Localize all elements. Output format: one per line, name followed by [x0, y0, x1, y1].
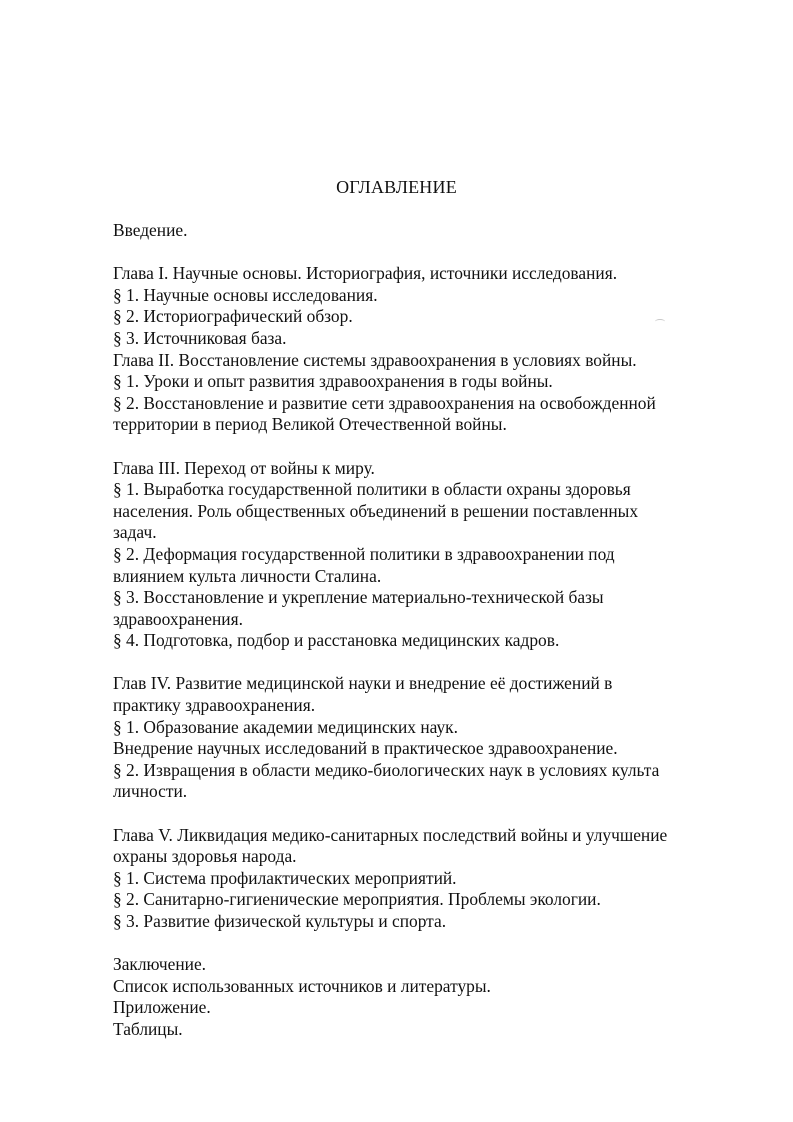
toc-group-chapter-5: [113, 825, 753, 933]
toc-line: § 1. Научные основы исследования.: [113, 284, 378, 305]
toc-line: § 1. Система профилактических мероприятий.: [113, 867, 457, 888]
toc-line: § 3. Развитие физической культуры и спорта.: [113, 911, 447, 931]
toc-line: § 1. Уроки и опыт развития здравоохранения в годы войны.: [113, 371, 553, 392]
toc-line: § 1. Выработка государственной политики в области охраны здоровья: [113, 479, 631, 500]
toc-line: охраны здоровья народа.: [113, 846, 297, 867]
toc-line: Глава III. Переход от войны к миру.: [113, 457, 375, 478]
toc-line: Глава V. Ликвидация медико-санитарных последствий войны и улучшение: [113, 824, 668, 845]
toc-line: здравоохранения.: [113, 608, 243, 629]
toc-group-appendices: [113, 954, 753, 1040]
toc-line: Глава I. Научные основы. Историография, источники исследования.: [113, 263, 618, 284]
scan-speck: [655, 319, 665, 324]
toc-line: § 1. Образование академии медицинских наук.: [113, 716, 458, 737]
toc-line: Глав IV. Развитие медицинской науки и внедрение её достижений в: [113, 673, 613, 694]
toc-line: личности.: [113, 781, 188, 802]
toc-group-chapter-4: [113, 673, 753, 803]
toc-group-chapter-1-2: [113, 263, 753, 436]
toc-line: населения. Роль общественных объединений в решении поставленных: [113, 500, 639, 521]
page-title: ОГЛАВЛЕНИЕ: [336, 177, 457, 197]
toc-line: § 4. Подготовка, подбор и расстановка медицинских кадров.: [113, 630, 560, 651]
table-of-contents: [113, 220, 753, 1062]
toc-line: Список использованных источников и литературы.: [113, 975, 491, 996]
toc-group-introduction: [113, 220, 753, 242]
toc-line: § 2. Историографический обзор.: [113, 306, 353, 327]
toc-group-chapter-3: [113, 458, 753, 652]
toc-line: Введение.: [113, 220, 188, 240]
toc-line: задач.: [113, 522, 157, 543]
toc-line: Приложение.: [113, 997, 211, 1018]
toc-line: Заключение.: [113, 954, 207, 975]
toc-line: § 2. Деформация государственной политики в здравоохранении под: [113, 543, 615, 564]
toc-line: влиянием культа личности Сталина.: [113, 565, 382, 586]
toc-line: § 2. Восстановление и развитие сети здравоохранения на освобожденной: [113, 392, 656, 413]
toc-line: § 2. Санитарно-гигиенические мероприятия. Проблемы экологии.: [113, 889, 601, 910]
toc-line: практику здравоохранения.: [113, 695, 316, 716]
toc-line: Глава II. Восстановление системы здравоохранения в условиях войны.: [113, 349, 637, 370]
toc-line: § 3. Источниковая база.: [113, 327, 287, 348]
toc-line: Таблицы.: [113, 1018, 183, 1039]
toc-line: Внедрение научных исследований в практическое здравоохранение.: [113, 738, 618, 759]
toc-line: § 3. Восстановление и укрепление материально-технической базы: [113, 587, 604, 608]
toc-line: территории в период Великой Отечественной войны.: [113, 414, 507, 435]
toc-line: § 2. Извращения в области медико-биологических наук в условиях культа: [113, 759, 660, 780]
